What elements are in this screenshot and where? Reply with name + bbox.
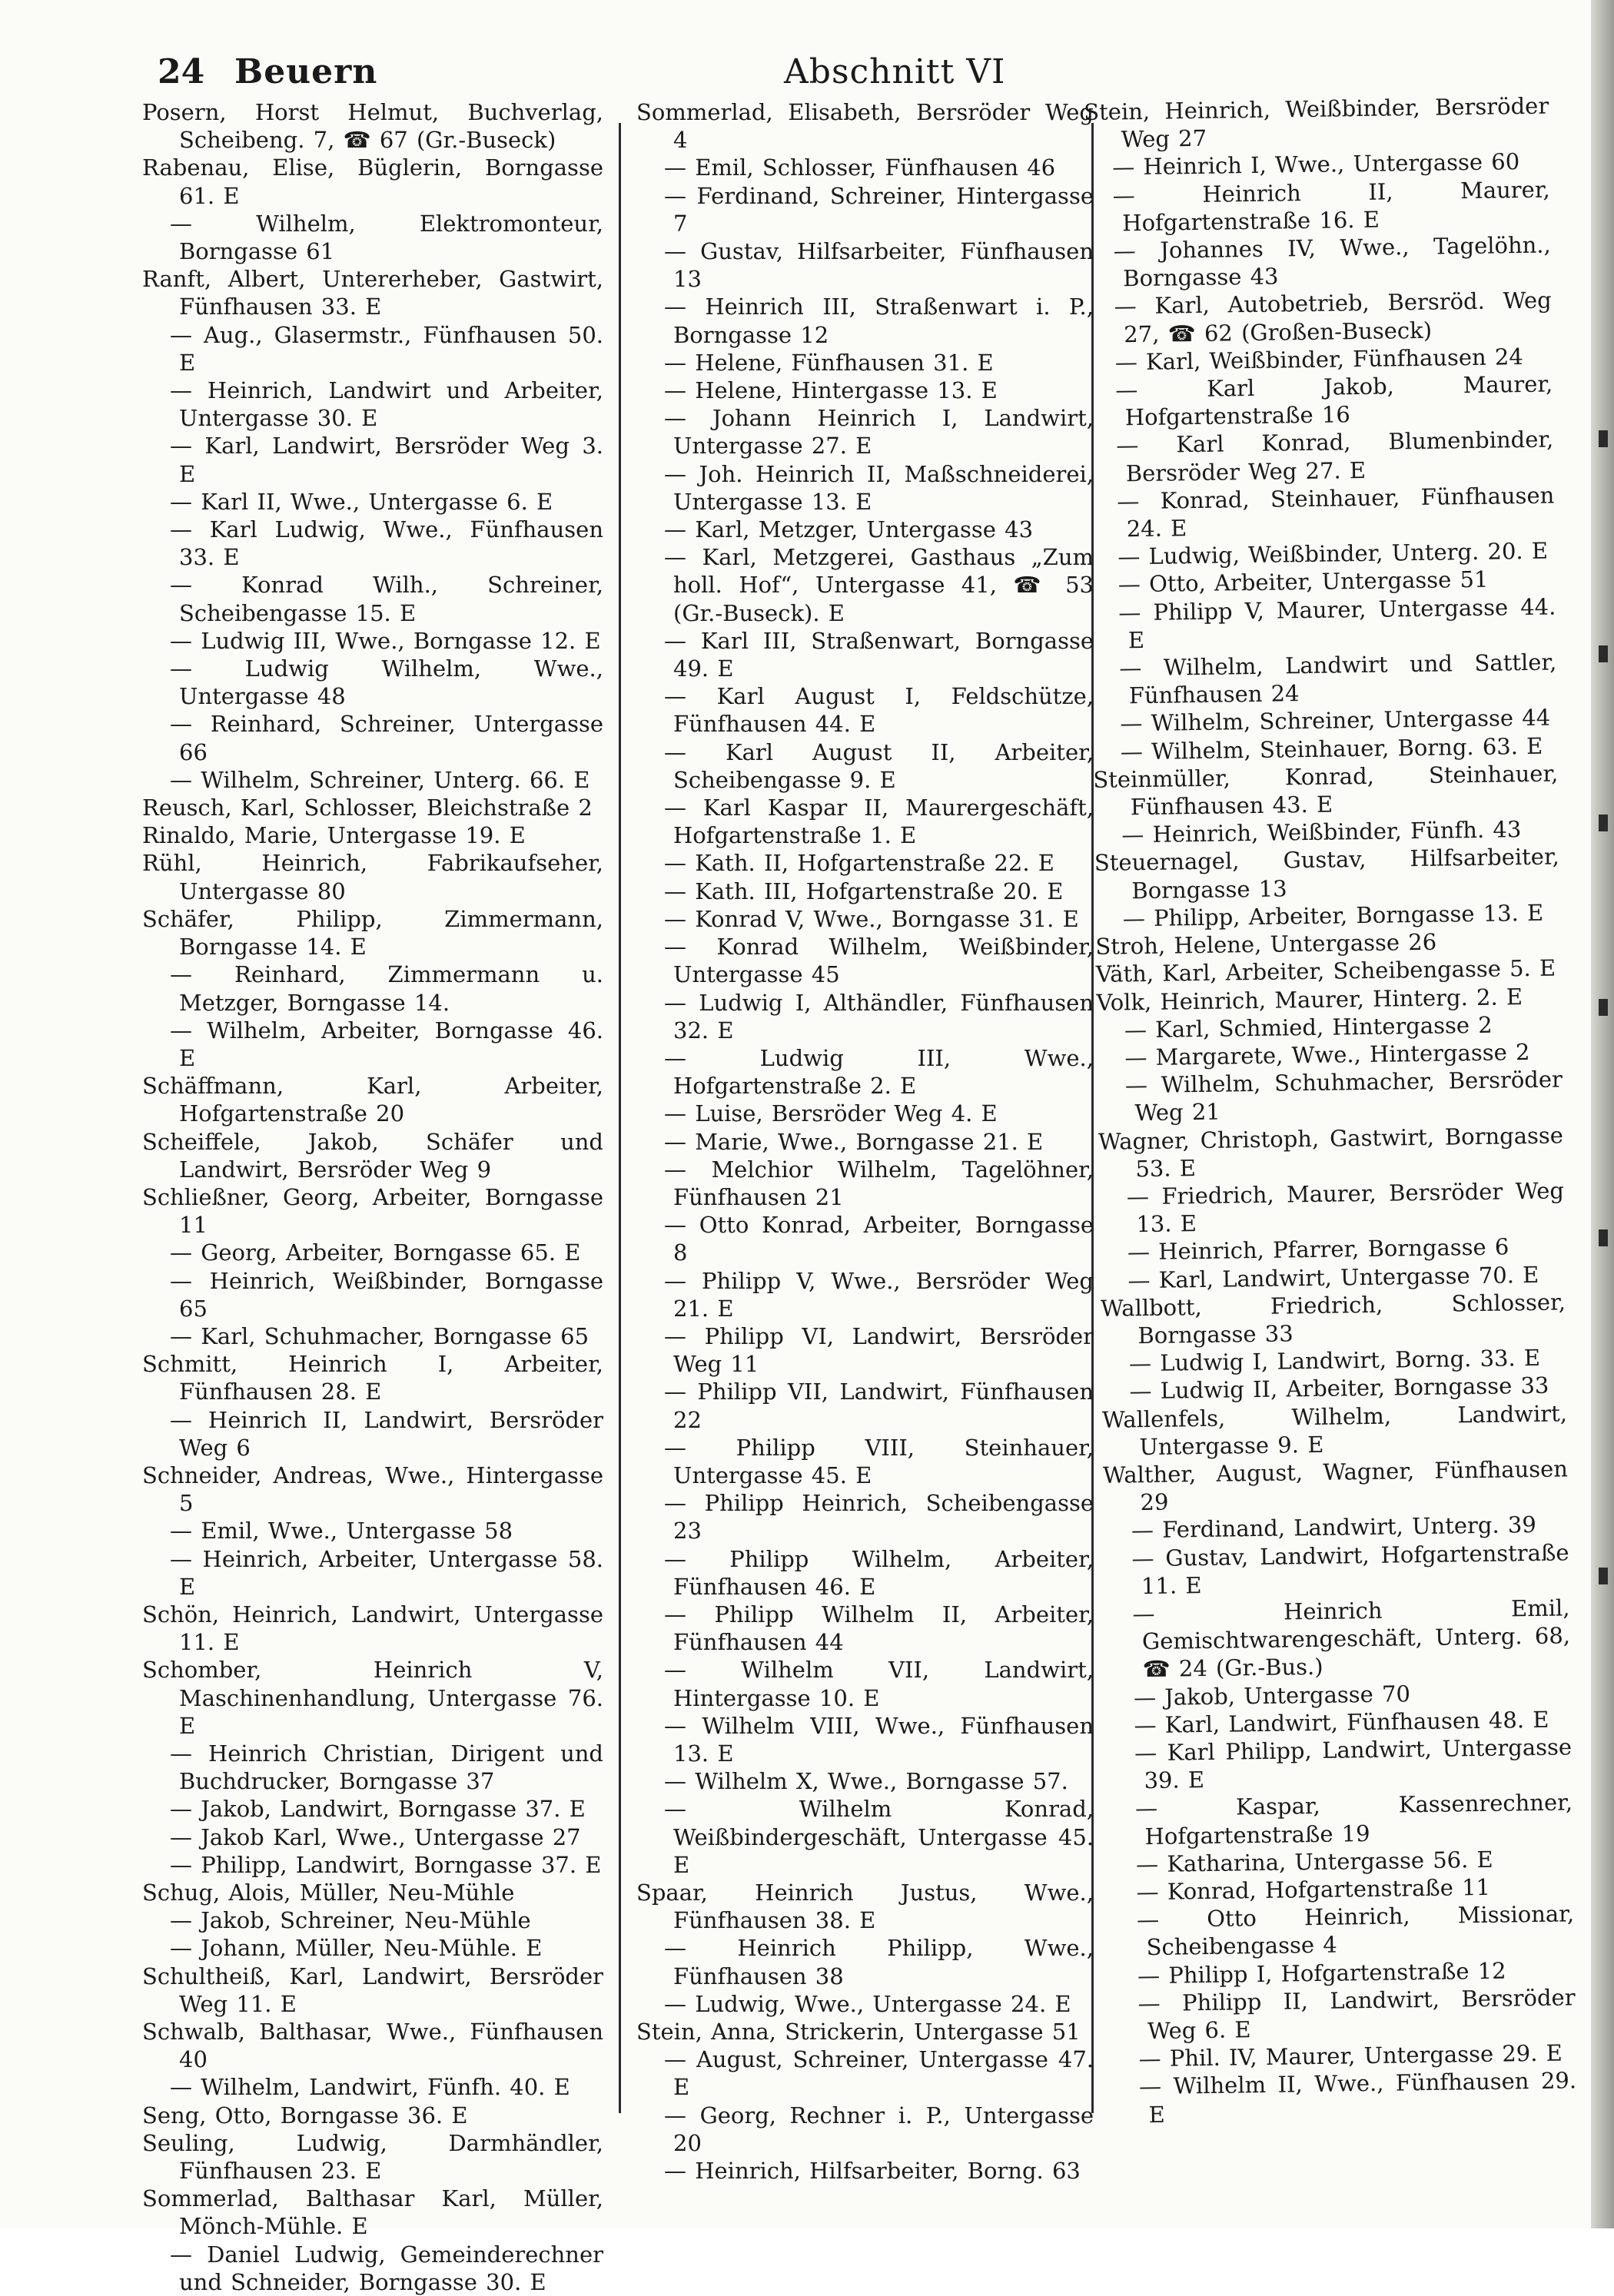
directory-subentry: — Wilhelm VII, Landwirt, Hintergasse 10. E (636, 1656, 1094, 1711)
directory-subentry: — Karl Jakob, Maurer, Hofgartenstraße 16 (1088, 370, 1553, 433)
directory-subentry: — Gustav, Hilfsarbeiter, Fünfhausen 13 (636, 237, 1094, 293)
directory-subentry: — Johann, Müller, Neu-Mühle. E (142, 1934, 603, 1962)
directory-subentry: — Philipp V, Wwe., Bersröder Weg 21. E (636, 1267, 1094, 1322)
directory-entry: Wallenfels, Wilhelm, Landwirt, Untergasse 9. E (1101, 1399, 1568, 1460)
directory-subentry: — Heinrich, Pfarrer, Borngasse 6 (1100, 1233, 1565, 1267)
directory-subentry: — Wilhelm, Schreiner, Unterg. 66. E (142, 766, 603, 794)
directory-entry: Rinaldo, Marie, Untergasse 19. E (142, 822, 526, 849)
directory-entry: Schomber, Heinrich V, Maschinenhandlung, Untergasse 76. E (142, 1657, 603, 1739)
directory-subentry: — Ludwig III, Wwe., Borngasse 12. E (142, 627, 603, 655)
directory-subentry: — Wilhelm, Steinhauer, Borng. 63. E (1093, 732, 1558, 766)
directory-subentry: — Karl Philipp, Landwirt, Untergasse 39. E (1107, 1733, 1572, 1795)
directory-subentry: — Philipp VII, Landwirt, Fünfhausen 22 (636, 1378, 1094, 1433)
directory-subentry: — Luise, Bersröder Weg 4. E (636, 1100, 1094, 1127)
directory-entry: Rabenau, Elise, Büglerin, Borngasse 61. E (142, 154, 603, 209)
directory-subentry: — Philipp I, Hofgartenstraße 12 (1110, 1956, 1575, 1990)
directory-subentry: — Konrad Wilh., Schreiner, Scheibengasse 15. E (142, 571, 603, 626)
directory-entry: Schultheiß, Karl, Landwirt, Bersröder Weg 11. E (142, 1963, 603, 2017)
directory-subentry: — Karl Kaspar II, Maurergeschäft, Hofgartenstraße 1. E (636, 794, 1094, 849)
column-divider (619, 123, 621, 2113)
directory-subentry: — Heinrich, Landwirt und Arbeiter, Untergasse 30. E (142, 377, 603, 432)
directory-subentry: — Kaspar, Kassenrechner, Hofgartenstraße 19 (1108, 1789, 1573, 1851)
directory-subentry: — Wilhelm II, Wwe., Fünfhausen 29. E (1111, 2067, 1577, 2129)
directory-subentry: — Philipp VIII, Steinhauer, Untergasse 45. E (636, 1434, 1094, 1489)
directory-subentry: — Ludwig I, Althändler, Fünfhausen 32. E (636, 989, 1094, 1044)
directory-subentry: — Jakob, Landwirt, Borngasse 37. E (142, 1795, 603, 1823)
directory-subentry: — Karl Ludwig, Wwe., Fünfhausen 33. E (142, 516, 603, 571)
directory-subentry: — Heinrich III, Straßenwart i. P., Borngasse 12 (636, 293, 1094, 348)
directory-subentry: — Karl, Autobetrieb, Bersröd. Weg 27, ☎ 62 (Großen-Buseck) (1087, 287, 1553, 349)
directory-subentry: — Wilhelm VIII, Wwe., Fünfhausen 13. E (636, 1712, 1094, 1767)
directory-entry: Walther, August, Wagner, Fünfhausen 29 (1102, 1455, 1569, 1516)
edge-mark (1599, 430, 1608, 447)
directory-subentry: — Karl August II, Arbeiter, Scheibengasse 9. E (636, 738, 1094, 794)
directory-subentry: — Heinrich, Weißbinder, Borngasse 65 (142, 1267, 603, 1322)
directory-subentry: — Philipp V, Maurer, Untergasse 44. E (1091, 592, 1556, 655)
directory-entry: Wallbott, Friedrich, Schlosser, Borngasse 33 (1100, 1289, 1566, 1349)
directory-subentry: — Heinrich, Hilfsarbeiter, Borng. 63 (636, 2157, 1094, 2185)
directory-entry: Reusch, Karl, Schlosser, Bleichstraße 2 (142, 795, 593, 821)
directory-subentry: — Kath. III, Hofgartenstraße 20. E (636, 878, 1094, 905)
directory-subentry: — Philipp Heinrich, Scheibengasse 23 (636, 1489, 1094, 1544)
directory-subentry: — Philipp Wilhelm II, Arbeiter, Fünfhausen 44 (636, 1601, 1094, 1656)
page-number: 24 (158, 52, 205, 91)
directory-subentry: — Wilhelm, Arbeiter, Borngasse 46. E (142, 1017, 603, 1072)
section-title: Abschnitt VI (784, 52, 1006, 91)
directory-subentry: — Philipp, Landwirt, Borngasse 37. E (142, 1851, 603, 1879)
directory-entry: Volk, Heinrich, Maurer, Hinterg. 2. E (1096, 983, 1523, 1016)
directory-subentry: — Wilhelm, Landwirt, Fünfh. 40. E (142, 2073, 603, 2101)
directory-entry: Schäfer, Philipp, Zimmermann, Borngasse 14. E (142, 905, 603, 961)
directory-entry: Schneider, Andreas, Wwe., Hintergasse 5 (142, 1462, 603, 1517)
directory-subentry: — Karl, Landwirt, Untergasse 70. E (1100, 1260, 1565, 1295)
directory-entry: Schließner, Georg, Arbeiter, Borngasse 11 (142, 1183, 603, 1239)
directory-subentry: — August, Schreiner, Untergasse 47. E (636, 2045, 1094, 2101)
directory-subentry: — Karl, Metzger, Untergasse 43 (636, 516, 1094, 543)
directory-subentry: — Kath. II, Hofgartenstraße 22. E (636, 849, 1094, 877)
column-3 (1084, 92, 1577, 2128)
directory-subentry: — Konrad, Hofgartenstraße 11 (1108, 1872, 1573, 1906)
directory-subentry: — Heinrich, Weißbinder, Fünfh. 43 (1094, 815, 1559, 850)
directory-subentry: — Wilhelm X, Wwe., Borngasse 57. (636, 1767, 1094, 1795)
directory-subentry: — Katharina, Untergasse 56. E (1108, 1844, 1573, 1879)
directory-subentry: — Helene, Fünfhausen 31. E (636, 349, 1094, 377)
directory-entry: Stein, Anna, Strickerin, Untergasse 51 (636, 2019, 1081, 2045)
directory-subentry: — Wilhelm, Schreiner, Untergasse 44 (1092, 704, 1557, 738)
directory-entry: Schug, Alois, Müller, Neu-Mühle (142, 1880, 515, 1906)
directory-entry: Scheiffele, Jakob, Schäfer und Landwirt, Bersröder Weg 9 (142, 1128, 603, 1183)
directory-subentry: — Helene, Hintergasse 13. E (636, 377, 1094, 404)
directory-entry: Stein, Heinrich, Weißbinder, Bersröder Weg 27 (1084, 92, 1549, 153)
directory-subentry: — Wilhelm, Schuhmacher, Bersröder Weg 21 (1098, 1066, 1563, 1128)
directory-subentry: — Joh. Heinrich II, Maßschneiderei, Untergasse 13. E (636, 460, 1094, 516)
directory-subentry: — Wilhelm, Landwirt und Sattler, Fünfhausen 24 (1091, 649, 1557, 711)
directory-entry: Rühl, Heinrich, Fabrikaufseher, Untergasse 80 (142, 850, 603, 904)
directory-entry: Wagner, Christoph, Gastwirt, Borngasse 53. E (1098, 1121, 1564, 1182)
directory-subentry: — Karl, Schuhmacher, Borngasse 65 (142, 1322, 603, 1350)
directory-subentry: — Melchior Wilhelm, Tagelöhner, Fünfhausen 21 (636, 1156, 1094, 1211)
directory-entry: Posern, Horst Helmut, Buchverlag, Scheibeng. 7, ☎ 67 (Gr.-Buseck) (142, 99, 603, 154)
directory-subentry: — Marie, Wwe., Borngasse 21. E (636, 1128, 1094, 1156)
directory-subentry: — Philipp Wilhelm, Arbeiter, Fünfhausen 46. E (636, 1545, 1094, 1601)
directory-subentry: — Gustav, Landwirt, Hofgartenstraße 11. E (1104, 1538, 1569, 1601)
directory-subentry: — Karl, Landwirt, Bersröder Weg 3. E (142, 432, 603, 487)
directory-subentry: — Emil, Wwe., Untergasse 58 (142, 1517, 603, 1544)
directory-entry: Seuling, Ludwig, Darmhändler, Fünfhausen 23. E (142, 2129, 603, 2185)
directory-entry: Steuernagel, Gustav, Hilfsarbeiter, Borngasse 13 (1094, 843, 1560, 904)
directory-subentry: — Ludwig II, Arbeiter, Borngasse 33 (1101, 1372, 1566, 1406)
directory-subentry: — Georg, Arbeiter, Borngasse 65. E (142, 1239, 603, 1266)
directory-subentry: — Karl August I, Feldschütze, Fünfhausen 44. E (636, 682, 1094, 738)
directory-subentry: — Heinrich, Arbeiter, Untergasse 58. E (142, 1545, 603, 1601)
directory-subentry: — Wilhelm, Elektromonteur, Borngasse 61 (142, 210, 603, 265)
directory-entry: Schwalb, Balthasar, Wwe., Fünfhausen 40 (142, 2019, 603, 2073)
directory-subentry: — Jakob, Schreiner, Neu-Mühle (142, 1906, 603, 1934)
edge-mark (1599, 1568, 1608, 1584)
facing-page-edge (1591, 0, 1614, 2228)
directory-subentry: — Emil, Schlosser, Fünfhausen 46 (636, 154, 1094, 181)
directory-subentry: — Heinrich II, Landwirt, Bersröder Weg 6 (142, 1406, 603, 1462)
directory-entry: Ranft, Albert, Untererheber, Gastwirt, Fünfhausen 33. E (142, 266, 603, 320)
directory-subentry: — Georg, Rechner i. P., Untergasse 20 (636, 2102, 1094, 2157)
directory-subentry: — Heinrich I, Wwe., Untergasse 60 (1084, 148, 1549, 182)
directory-subentry: — Heinrich Emil, Gemischtwarengeschäft, Unterg. 68, ☎ 24 (Gr.-Bus.) (1104, 1594, 1570, 1684)
directory-subentry: — Johann Heinrich I, Landwirt, Untergasse 27. E (636, 404, 1094, 460)
directory-subentry: — Daniel Ludwig, Gemeinderechner und Schneider, Borngasse 30. E (142, 2241, 603, 2296)
directory-subentry: — Ludwig III, Wwe., Hofgartenstraße 2. E (636, 1044, 1094, 1100)
directory-subentry: — Ludwig I, Landwirt, Borng. 33. E (1101, 1344, 1566, 1379)
directory-subentry: — Karl, Metzgerei, Gasthaus „Zum holl. Hof“, Untergasse 41, ☎ 53 (Gr.-Buseck). E (636, 543, 1094, 627)
directory-subentry: — Wilhelm Konrad, Weißbindergeschäft, Untergasse 45. E (636, 1795, 1094, 1879)
directory-subentry: — Reinhard, Zimmermann u. Metzger, Borngasse 14. (142, 961, 603, 1016)
directory-entry: Spaar, Heinrich Justus, Wwe., Fünfhausen 38. E (636, 1880, 1094, 1934)
directory-subentry: — Philipp II, Landwirt, Bersröder Weg 6. E (1110, 1983, 1576, 2045)
town-title: Beuern (234, 52, 378, 91)
directory-entry: Seng, Otto, Borngasse 36. E (142, 2102, 468, 2128)
directory-subentry: — Karl, Schmied, Hintergasse 2 (1097, 1010, 1562, 1044)
directory-subentry: — Reinhard, Schreiner, Untergasse 66 (142, 710, 603, 765)
directory-subentry: — Ludwig, Wwe., Untergasse 24. E (636, 1990, 1094, 2018)
edge-marks (1594, 92, 1612, 2090)
edge-mark (1599, 645, 1608, 662)
directory-subentry: — Konrad Wilhelm, Weißbinder, Untergasse 45 (636, 933, 1094, 988)
directory-entry: Sommerlad, Elisabeth, Bersröder Weg 4 (636, 99, 1094, 154)
directory-entry: Schön, Heinrich, Landwirt, Untergasse 11. E (142, 1601, 603, 1656)
directory-subentry: — Margarete, Wwe., Hintergasse 2 (1097, 1037, 1562, 1072)
directory-subentry: — Karl, Landwirt, Fünfhausen 48. E (1106, 1705, 1571, 1740)
directory-subentry: — Otto Heinrich, Missionar, Scheibengasse 4 (1109, 1900, 1575, 1963)
column-1 (142, 98, 604, 2295)
directory-entry: Stroh, Helene, Untergasse 26 (1095, 928, 1437, 960)
directory-subentry: — Jakob Karl, Wwe., Untergasse 27 (142, 1823, 603, 1851)
directory-subentry: — Phil. IV, Maurer, Untergasse 29. E (1111, 2039, 1576, 2074)
directory-subentry: — Aug., Glasermstr., Fünfhausen 50. E (142, 321, 603, 377)
directory-entry: Schäffmann, Karl, Arbeiter, Hofgartenstraße 20 (142, 1073, 603, 1127)
directory-subentry: — Karl II, Wwe., Untergasse 6. E (142, 488, 603, 516)
directory-subentry: — Ludwig, Weißbinder, Unterg. 20. E (1090, 537, 1555, 572)
edge-mark (1599, 1229, 1608, 1246)
directory-subentry: — Jakob, Untergasse 70 (1106, 1677, 1571, 1712)
edge-mark (1599, 815, 1608, 831)
directory-subentry: — Konrad V, Wwe., Borngasse 31. E (636, 905, 1094, 933)
directory-subentry: — Johannes IV, Wwe., Tagelöhn., Borngasse 43 (1086, 231, 1552, 294)
directory-subentry: — Philipp VI, Landwirt, Bersröder Weg 11 (636, 1322, 1094, 1378)
edge-mark (1599, 999, 1608, 1016)
directory-subentry: — Philipp, Arbeiter, Borngasse 13. E (1095, 898, 1560, 933)
directory-subentry: — Heinrich Philipp, Wwe., Fünfhausen 38 (636, 1934, 1094, 1989)
directory-entry: Sommerlad, Balthasar Karl, Müller, Mönch-Mühle. E (142, 2185, 603, 2240)
directory-subentry: — Ferdinand, Landwirt, Unterg. 39 (1104, 1511, 1569, 1545)
directory-entry: Schmitt, Heinrich I, Arbeiter, Fünfhausen 28. E (142, 1351, 603, 1405)
directory-subentry: — Heinrich Christian, Dirigent und Buchdrucker, Borngasse 37 (142, 1740, 603, 1795)
directory-subentry: — Heinrich II, Maurer, Hofgartenstraße 16. E (1085, 175, 1551, 237)
directory-subentry: — Otto Konrad, Arbeiter, Borngasse 8 (636, 1211, 1094, 1266)
directory-subentry: — Karl Konrad, Blumenbinder, Bersröder Weg 27. E (1088, 426, 1554, 488)
directory-subentry: — Friedrich, Maurer, Bersröder Weg 13. E (1099, 1176, 1565, 1239)
directory-subentry: — Ferdinand, Schreiner, Hintergasse 7 (636, 182, 1094, 237)
directory-entry: Steinmüller, Konrad, Steinhauer, Fünfhausen 43. E (1093, 760, 1559, 821)
directory-subentry: — Karl III, Straßenwart, Borngasse 49. E (636, 627, 1094, 682)
directory-subentry: — Konrad, Steinhauer, Fünfhausen 24. E (1089, 481, 1555, 543)
directory-subentry: — Otto, Arbeiter, Untergasse 51 (1091, 565, 1556, 599)
column-2 (636, 98, 1094, 2185)
directory-subentry: — Karl, Weißbinder, Fünfhausen 24 (1088, 342, 1553, 377)
directory-entry: Väth, Karl, Arbeiter, Scheibengasse 5. E (1095, 954, 1556, 988)
directory-subentry: — Ludwig Wilhelm, Wwe., Untergasse 48 (142, 655, 603, 710)
